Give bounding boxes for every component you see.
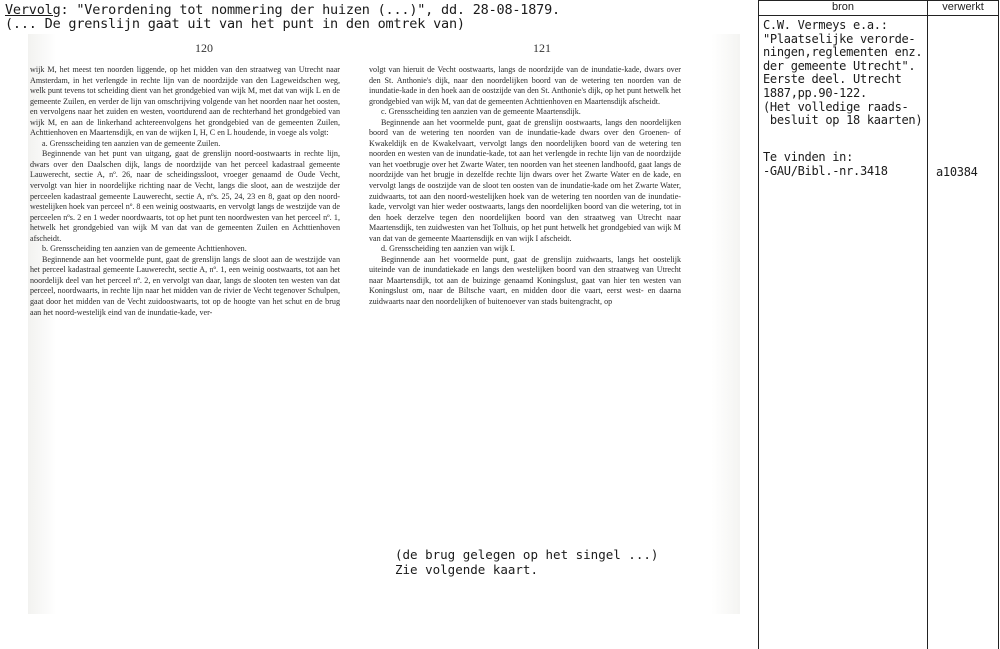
citation-line: "Plaatselijke verorde- <box>763 31 916 46</box>
text-column-right <box>369 65 681 308</box>
page-number-left: 120 <box>195 41 213 55</box>
source-citation <box>763 19 922 128</box>
location-line: Te vinden in: <box>763 150 854 164</box>
column-header-bron: bron <box>831 1 855 13</box>
table-divider-middle <box>927 0 928 649</box>
source-location <box>763 151 888 178</box>
table-divider-right <box>998 0 999 649</box>
table-divider-left <box>758 0 759 649</box>
left-column-paragraph: b. Grensscheiding ten aanzien van de gemeente Achttienhoven. <box>42 244 247 254</box>
column-header-verwerkt: verwerkt <box>942 1 984 13</box>
location-line: -GAU/Bibl.-nr.3418 <box>763 163 888 178</box>
header-title-text: : "Verordening tot nommering der huizen (...)", dd. 28-08-1879. <box>60 2 560 18</box>
right-column-paragraph: c. Grensscheiding ten aanzien van de gemeente Maartensdijk. <box>381 107 581 117</box>
left-column-paragraph: Beginnende van het punt van uitgang, gaat de grenslijn noord-oostwaarts in rechte lijn, dwars over den Daalschen dijk, langs de noordzijde van het perceel kadastraal gemeente Lauwerecht, sectie A, nº. 26, naar de scheidingssloot, vroeger genaamd de Oude Vecht, vervolgt van hier in noordelijke richting naar de Vecht, langs die sloot, aan de westzijde der perceelen kadastraal gemeente Lauwerecht, sectie A, nºs. 25, 24, 23 en 8, gaat op den noord-westelijken hoek van perceel nº. 8 een weinig oostwaarts, en vervolgt langs de westzijde van de perceelen nºs. 2 en 1 weder noordwaarts, tot op het punt ten noordwesten van het perceel nº. 1, hetwelk het grondgebied van wijk M van dat van de gemeenten Zuilen en Achttienhoven afscheidt. <box>30 149 340 243</box>
header-subtitle: (... De grenslijn gaat uit van het punt in den omtrek van) <box>5 16 465 32</box>
right-column-paragraph: volgt van hieruit de Vecht oostwaarts, langs de noordzijde van de inundatie-kade, dwars over den St. Anthonie's dijk, naar den noordelijken boord van de wetering ten noorden van de inundatie-kade in den hoek aan de oostzijde van den St. Anthonie's dijk, op het punt hetwelk het grondgebied van wijk M, van dat de gemeenten Achttienhoven en Maartensdijk afscheidt. <box>369 65 681 106</box>
citation-line: C.W. Vermeys e.a.: <box>763 18 888 32</box>
citation-line: ningen,reglementen enz. <box>763 45 923 60</box>
left-column-paragraph: Beginnende aan het voormelde punt, gaat de grenslijn langs de sloot aan de westzijde van het perceel kadastraal gemeente Lauwerecht, sectie A, nº. 1, een weinig oostwaarts, tot aan het noordelijk deel van het perceel nº. 2, en vervolgt van daar, langs de slooten ten westen van dat perceel, noordwaarts, in rechte lijn naar het midden van de rivier de Vecht tegenover Schulpen, gaat door het midden van de Vecht zuidoostwaarts, tot op de hoogte van het schut en de brug aan het noord-westelijk eind van de inundatie-kade, ver- <box>30 254 340 317</box>
citation-line: Eerste deel. Utrecht <box>763 72 902 87</box>
processed-code: a10384 <box>936 165 978 179</box>
citation-line: besluit op 18 kaarten) <box>763 113 923 128</box>
citation-line: der gemeente Utrecht". <box>763 58 916 73</box>
table-header-border <box>758 15 999 16</box>
typed-note <box>395 547 658 577</box>
left-column-paragraph: a. Grensscheiding ten aanzien van de gemeente Zuilen. <box>42 138 221 148</box>
left-column-paragraph: wijk M, het meest ten noorden liggende, op het midden van den straatweg van Utrecht naar Amsterdam, in het verlengde in rechte lijn van de noordzijde van den Lageweidschen weg, welk punt tevens tot scheiding dient van het grondgebied van wijk M, met dat van wijk L en de gemeente Zuilen, en verder de lijn van omschrijving volgende van het noorden naar het oosten, en vervolgens naar het zuiden en westen, voortdurend aan de rechterhand het grondgebied van wijk M, en aan de linkerhand achtereenvolgens het grondgebied van de gemeenten Zuilen, Achttienhoven en Maartensdijk, en van de wijken I, H, C en L houdende, in voege als volgt: <box>30 65 340 138</box>
header-label: Vervolg <box>5 2 61 18</box>
citation-line: 1887,pp.90-122. <box>763 85 867 100</box>
note-line-1: (de brug gelegen op het singel ...) <box>395 547 659 562</box>
page-number-right: 121 <box>533 41 551 55</box>
citation-line: (Het volledige raads- <box>763 99 909 114</box>
right-column-paragraph: Beginnende aan het voormelde punt, gaat de grenslijn oostwaarts, langs den noordelijken boord van de wetering ten noorden van de inundatie-kade dwars over den Groenen- of Kwakeldijk en de Kwakelvaart, vervolgt langs den noordelijken boord van de wetering ten noorden en westen van de inundatie-kade, tot aan het verlengde in rechte lijn van de noordzijde van het voetbrugje over het Zwarte Water, ten noorden van het steenen landhoofd, gaat langs de noordzijde van het brugje in dezelfde rechte lijn dwars over het Zwarte Water en de kade, en vervolgt langs de oostzijde van de sloot ten oosten van de inundatie-kade om het Zwarte Water, zuidwaarts, tot aan den noord-westelijken hoek van de wetering ten noorden van de inundatie-kade, vervolgt van hier weder oostwaarts, langs den noordelijken boord van die wetering, tot in den hoek derzelve tegen den noordelijken boord van den straatweg van Utrecht naar Maartensdijk, ten zuidwesten van het Tolhuis, op het punt hetwelk het grondgebied van wijk M van dat van de gemeente Maartensdijk en van wijk I afscheidt. <box>369 117 681 243</box>
scanned-page-spread <box>28 34 740 614</box>
note-line-2: Zie volgende kaart. <box>395 562 538 577</box>
text-column-left <box>30 65 340 318</box>
right-column-paragraph: d. Grensscheiding ten aanzien van wijk I. <box>381 244 515 254</box>
right-column-paragraph: Beginnende aan het voormelde punt, gaat de grenslijn zuidwaarts, langs het oostelijk uiteinde van de inundatiekade en langs den westelijken boord van den straatweg van Utrecht naar Maartensdijk, tot aan de buizinge genaamd Koningslust, gaat van hier ten westen van Koningslust om, naar de Biltsche vaart, en midden door die vaart, eerst west- en daarna zuidwaarts naar den noordelijken of buitenoever van stads buitengracht, op <box>369 254 681 307</box>
